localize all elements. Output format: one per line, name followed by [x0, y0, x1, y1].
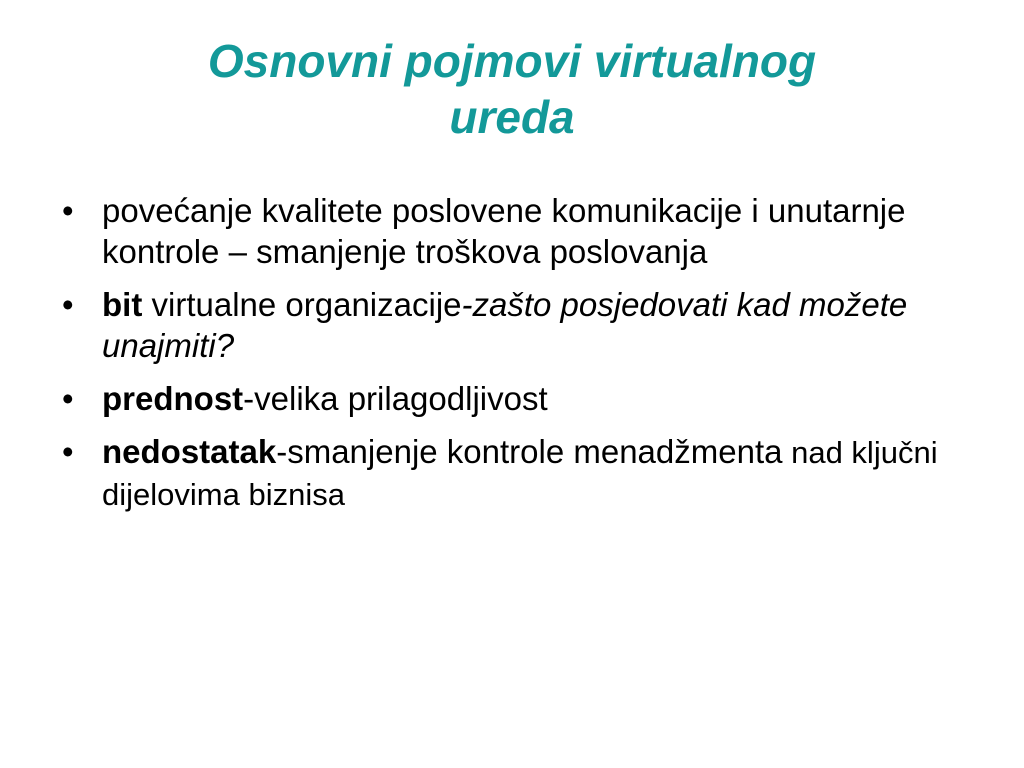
bullet-4-text-tail: nad ključni dijelovima biznisa [102, 435, 938, 512]
bullet-icon: • [62, 433, 74, 470]
bullet-2-keyword: bit [102, 286, 143, 323]
bullet-4-text: -smanjenje kontrole menadžmenta [276, 433, 783, 470]
bullet-item-2 [60, 284, 980, 366]
slide-title [60, 33, 964, 145]
bullet-icon: • [62, 286, 74, 323]
bullet-3-text: -velika prilagodljivost [243, 380, 548, 417]
bullet-list [60, 190, 980, 527]
bullet-4-keyword: nedostatak [102, 433, 277, 470]
slide-title-line-2: ureda [449, 91, 575, 143]
bullet-icon: • [62, 380, 74, 417]
slide-title-line-1: Osnovni pojmovi virtualnog [207, 35, 817, 87]
bullet-icon: • [62, 192, 74, 229]
bullet-1-text: povećanje kvalitete poslovene komunikacije i unutarnje kontrole – smanjenje troškova poslovanja [102, 192, 906, 270]
bullet-2-question: -zašto posjedovati kad možete unajmiti? [102, 286, 908, 364]
bullet-item-3 [60, 378, 980, 419]
bullet-item-1 [60, 190, 980, 272]
bullet-3-keyword: prednost [102, 380, 244, 417]
bullet-item-4 [60, 431, 980, 515]
bullet-2-text: virtualne organizacije [142, 286, 462, 323]
